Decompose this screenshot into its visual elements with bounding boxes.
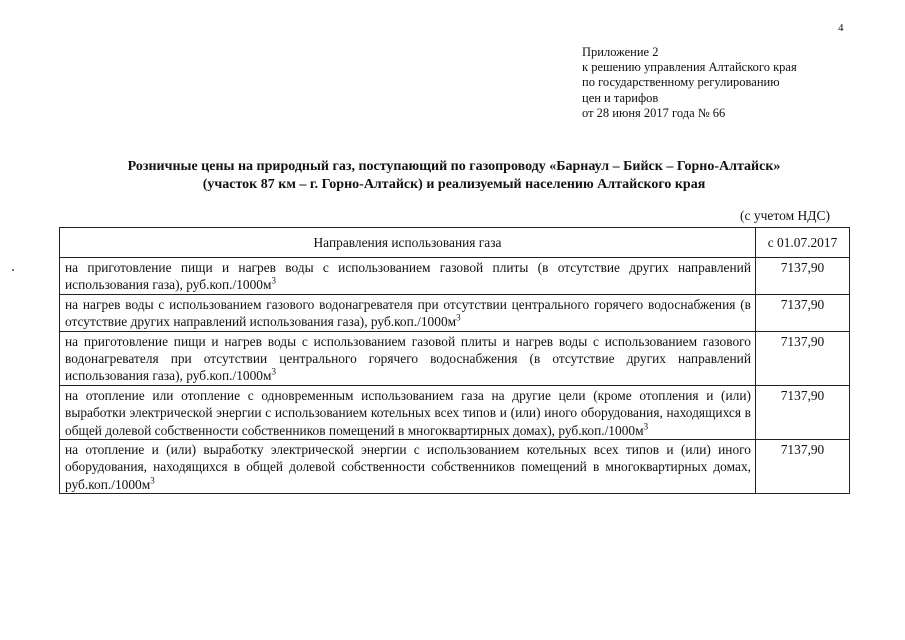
unit-superscript: 3 — [271, 275, 276, 286]
vat-note: (с учетом НДС) — [740, 208, 830, 223]
table-row — [60, 440, 850, 494]
table-row — [60, 331, 850, 385]
row-price: 7137,90 — [756, 440, 850, 494]
header-direction: Направления использования газа — [60, 228, 756, 258]
row-description — [60, 385, 756, 439]
row-description — [60, 440, 756, 494]
row-price: 7137,90 — [756, 258, 850, 295]
row-description — [60, 331, 756, 385]
table-row — [60, 385, 850, 439]
unit-superscript: 3 — [456, 312, 461, 323]
description-text: на приготовление пищи и нагрев воды с использованием газовой плиты (в отсутствие других направлений использования газа), руб.коп./1000м — [65, 260, 751, 293]
appendix-line: Приложение 2 — [582, 45, 659, 59]
appendix-line: от 28 июня 2017 года № 66 — [582, 105, 726, 120]
unit-superscript: 3 — [271, 366, 276, 377]
price-table — [59, 227, 850, 494]
row-description — [60, 258, 756, 295]
description-text: на отопление или отопление с одновременным использованием газа на другие цели (кроме отопления и (или) выработки электрической энергии с использованием котельных всех типов и (или) иного оборудования, находящихся в общей долевой собственности собственников помещений в многоквартирных домах), руб.коп./1000м — [65, 387, 751, 438]
description-text: на нагрев воды с использованием газового водонагревателя при отсутствии центрального горячего водоснабжения (в отсутствие других направлений использования газа), руб.коп./1000м — [65, 296, 751, 330]
unit-superscript: 3 — [643, 421, 649, 432]
appendix-line: цен и тарифов — [582, 90, 659, 105]
page-number: 4 — [838, 22, 844, 34]
table-row — [60, 258, 850, 295]
row-description — [60, 294, 756, 331]
table-header-row — [60, 228, 850, 258]
document-title — [60, 158, 848, 193]
row-price: 7137,90 — [756, 385, 850, 439]
document-title-line-1: Розничные цены на природный газ, поступающий по газопроводу «Барнаул – Бийск – Горно-Алтайск» — [127, 159, 781, 174]
scan-speck — [12, 269, 14, 271]
table-row — [60, 294, 850, 331]
unit-superscript: 3 — [150, 475, 155, 486]
row-price: 7137,90 — [756, 331, 850, 385]
description-text: на приготовление пищи и нагрев воды с использованием газовой плиты и нагрев воды с использованием газового водонагревателя при отсутствии центрального горячего водоснабжения (в отсутствие других направлений использования газа), руб.коп./1000м — [65, 333, 751, 384]
description-text: на отопление и (или) выработку электрической энергии с использованием котельных всех типов и (или) иного оборудования, находящихся в общей долевой собственности собственников помещений в многоквартирных домах, руб.коп./1000м — [65, 442, 751, 492]
appendix-line: по государственному регулированию — [582, 75, 780, 90]
appendix-line: к решению управления Алтайского края — [582, 60, 797, 75]
document-title-line-2: (участок 87 км – г. Горно-Алтайск) и реализуемый населению Алтайского края — [202, 176, 706, 192]
row-price: 7137,90 — [756, 294, 850, 331]
header-date: с 01.07.2017 — [756, 228, 850, 258]
appendix-header — [582, 45, 797, 121]
